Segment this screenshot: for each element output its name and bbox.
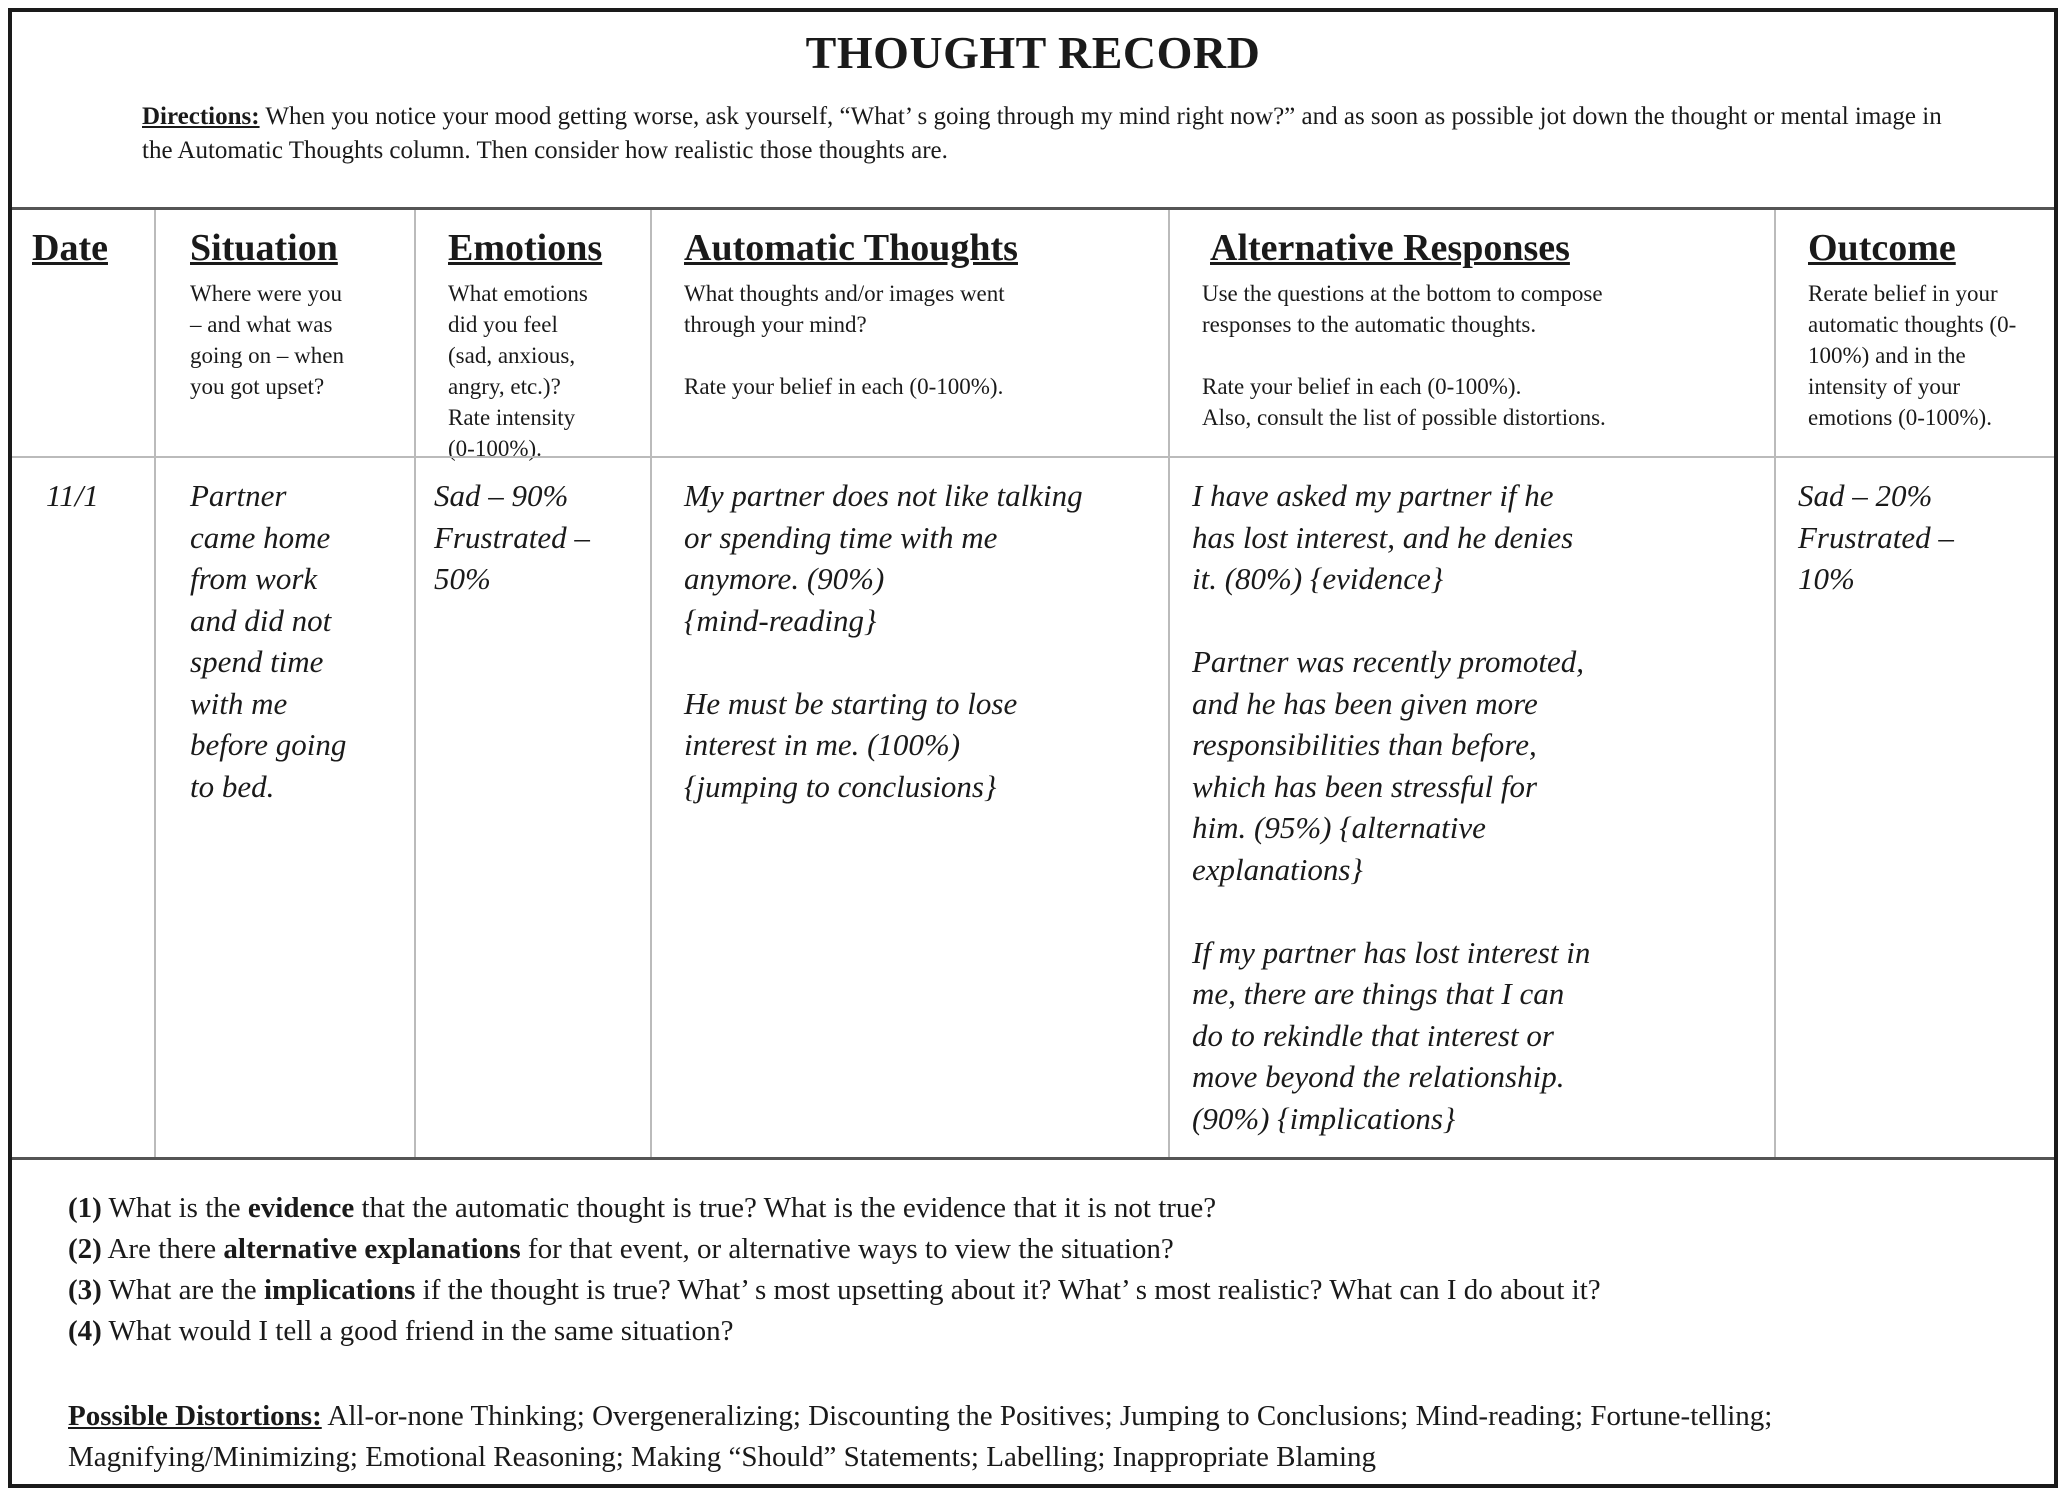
distortions-text: All-or-none Thinking; Overgeneralizing; Discounting the Positives; Jumping to Conclusions; Mind-reading; Fortune-telling; Magnifying/Minimizing; Emotional Reasoning; Making “Should” Statements; Labelling; Inappropriate Blaming bbox=[68, 1400, 1773, 1473]
column-emotions bbox=[414, 210, 650, 1157]
column-alternative-responses bbox=[1168, 210, 1774, 1157]
question-number: (3) bbox=[68, 1274, 102, 1306]
thought-record-sheet bbox=[8, 8, 2058, 1488]
question-number: (1) bbox=[68, 1192, 102, 1224]
column-header bbox=[652, 210, 1168, 456]
possible-distortions bbox=[68, 1396, 2008, 1478]
question-keyword: alternative explanations bbox=[223, 1233, 521, 1265]
question-text-pre: What is the bbox=[101, 1192, 248, 1224]
automatic-thoughts-entry: My partner does not like talking or spending time with me anymore. (90%) {mind-reading} He must be starting to lose interest in me. (100%) {jumping to conclusions} bbox=[684, 478, 1083, 804]
column-description: What thoughts and/or images went through your mind? Rate your belief in each (0-100%). bbox=[684, 281, 1005, 399]
column-date bbox=[12, 210, 154, 1157]
column-title: Date bbox=[32, 227, 108, 269]
situation-entry: Partner came home from work and did not spend time with me before going to bed. bbox=[190, 478, 347, 804]
column-description: Rerate belief in your automatic thoughts (0- 100%) and in the intensity of your emotions (0-100%). bbox=[1808, 281, 2017, 430]
directions-paragraph bbox=[142, 100, 1962, 168]
column-description: Where were you – and what was going on – when you got upset? bbox=[190, 281, 344, 399]
page-title: THOUGHT RECORD bbox=[805, 27, 1261, 78]
question-1 bbox=[68, 1188, 1216, 1229]
outcome-entry: Sad – 20% Frustrated – 10% bbox=[1798, 478, 1954, 596]
column-header bbox=[1170, 210, 1774, 456]
question-text-pre: Are there bbox=[101, 1233, 224, 1265]
question-keyword: evidence bbox=[247, 1192, 355, 1224]
directions-text: When you notice your mood getting worse, ask yourself, “What’ s going through my mind right now?” and as soon as possible jot down the thought or mental image in the Automatic Thoughts column. Then consider how realistic those thoughts are. bbox=[142, 103, 1942, 164]
column-title: Emotions bbox=[448, 227, 603, 269]
question-text-post: for that event, or alternative ways to view the situation? bbox=[520, 1233, 1174, 1265]
column-automatic-thoughts bbox=[650, 210, 1168, 1157]
alternative-responses-entry: I have asked my partner if he has lost interest, and he denies it. (80%) {evidence} Partner was recently promoted, and he has been given more responsibilities than before, which has been stressful for him. (95%) {alternative explanations} If my partner has lost interest in me, there are things that I can do to rekindle that interest or move beyond the relationship. (90%) {implications} bbox=[1192, 478, 1591, 1136]
column-title: Automatic Thoughts bbox=[684, 227, 1018, 269]
column-title: Alternative Responses bbox=[1210, 227, 1570, 269]
emotions-entry: Sad – 90% Frustrated – 50% bbox=[434, 478, 590, 596]
footer-section bbox=[12, 1160, 2054, 1484]
column-title: Situation bbox=[190, 227, 338, 269]
question-number: (4) bbox=[68, 1315, 102, 1347]
column-header-divider bbox=[12, 456, 2054, 458]
column-description: What emotions did you feel (sad, anxious, angry, etc.)? Rate intensity (0-100%). bbox=[448, 281, 588, 461]
distortions-label: Possible Distortions: bbox=[68, 1400, 322, 1432]
question-text-pre: What are the bbox=[101, 1274, 264, 1306]
column-header bbox=[416, 210, 650, 461]
column-header bbox=[12, 210, 154, 456]
column-title: Outcome bbox=[1808, 227, 1956, 269]
column-description: Use the questions at the bottom to compose responses to the automatic thoughts. Rate your belief in each (0-100%). Also, consult the list of possible distortions. bbox=[1202, 281, 1606, 430]
record-table bbox=[12, 210, 2054, 1157]
date-entry: 11/1 bbox=[46, 478, 99, 513]
question-text-post: that the automatic thought is true? What is the evidence that it is not true? bbox=[354, 1192, 1217, 1224]
column-header bbox=[156, 210, 414, 456]
question-3 bbox=[68, 1270, 1601, 1311]
header-section bbox=[12, 12, 2054, 207]
question-4 bbox=[68, 1311, 734, 1352]
question-2 bbox=[68, 1229, 1174, 1270]
question-text-post: if the thought is true? What’ s most upsetting about it? What’ s most realistic? What can I do about it? bbox=[415, 1274, 1601, 1306]
directions-label: Directions: bbox=[142, 103, 260, 130]
column-outcome bbox=[1774, 210, 2054, 1157]
column-header bbox=[1776, 210, 2054, 456]
question-text-pre: What would I tell a good friend in the same situation? bbox=[101, 1315, 734, 1347]
question-keyword: implications bbox=[263, 1274, 416, 1306]
question-number: (2) bbox=[68, 1233, 102, 1265]
column-situation bbox=[154, 210, 414, 1157]
